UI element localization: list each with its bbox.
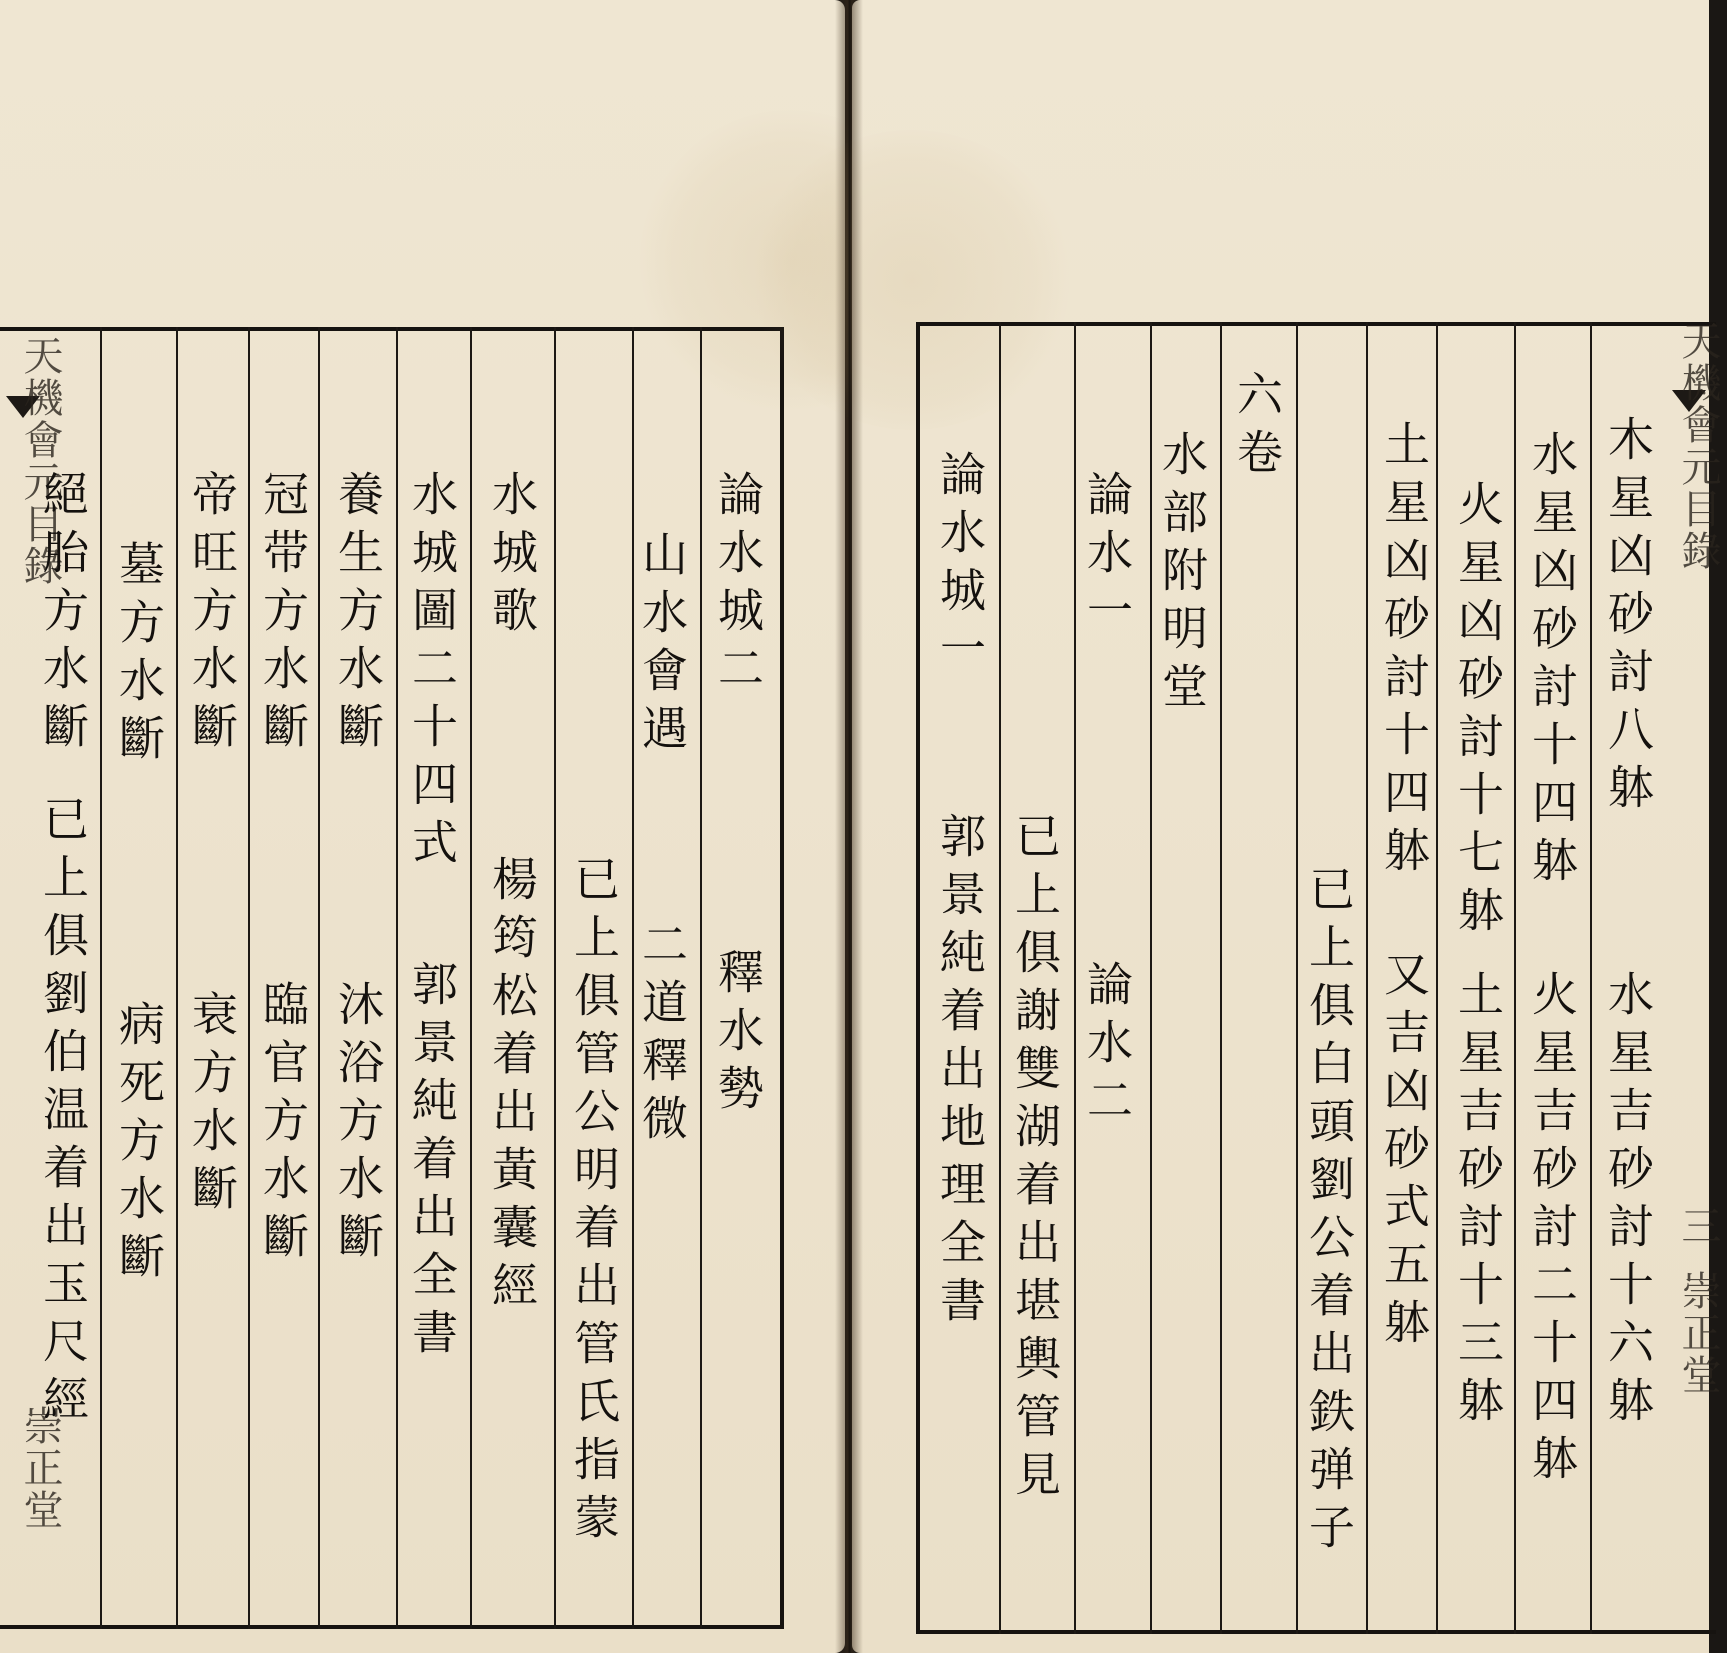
column-rule xyxy=(632,327,634,1629)
column-main-text: 養生方水斷 xyxy=(331,470,385,760)
column-main-text: 絕胎方水斷 xyxy=(36,470,90,760)
column-rule xyxy=(1220,322,1222,1634)
column-note-text: 臨官方水斷 xyxy=(256,980,310,1270)
column-main-text: 論水一 xyxy=(1080,470,1134,644)
right-margin-page-number: 三 xyxy=(1675,1205,1721,1247)
column-rule xyxy=(248,327,250,1629)
column-note-text: 論水二 xyxy=(1080,960,1134,1134)
column-note-text: 沐浴方水斷 xyxy=(331,980,385,1270)
column-main-text: 山水會遇 xyxy=(635,530,689,762)
column-rule xyxy=(100,327,102,1629)
column-note-text: 已上俱劉伯温着出玉尺經 xyxy=(36,795,90,1433)
column-rule xyxy=(176,327,178,1629)
column-main-text: 冠带方水斷 xyxy=(256,470,310,760)
right-margin-publisher: 崇正堂 xyxy=(1675,1270,1721,1396)
column-main-text: 水星凶砂討十四躰 xyxy=(1525,430,1579,894)
column-main-text: 帝旺方水斷 xyxy=(185,470,239,760)
left-page xyxy=(0,0,845,1653)
column-rule xyxy=(1150,322,1152,1634)
right-margin-title: 天機會元目錄 xyxy=(1675,320,1721,572)
column-main-text: 論水城二 xyxy=(711,470,765,702)
column-rule xyxy=(396,327,398,1629)
left-margin-title: 天機會元目錄 xyxy=(17,335,63,587)
column-note-text: 郭景純着出全書 xyxy=(405,960,459,1366)
column-rule xyxy=(1590,322,1592,1634)
column-note-text: 病死方水斷 xyxy=(112,1000,166,1290)
column-note-text: 又吉凶砂式五躰 xyxy=(1377,950,1431,1356)
left-margin-publisher: 崇正堂 xyxy=(17,1405,63,1531)
column-rule xyxy=(470,327,472,1629)
right-page xyxy=(852,0,1721,1653)
column-note-text: 火星吉砂討二十四躰 xyxy=(1525,970,1579,1492)
column-rule xyxy=(1514,322,1516,1634)
column-main-text: 火星凶砂討十七躰 xyxy=(1451,480,1505,944)
column-main-text: 六卷 xyxy=(1230,370,1284,486)
column-main-text: 論水城一 xyxy=(933,450,987,682)
column-note-text: 二道釋微 xyxy=(635,920,689,1152)
column-rule xyxy=(318,327,320,1629)
column-note-text: 已上俱管公明着出管氏指蒙 xyxy=(567,855,621,1551)
column-main-text: 水城歌 xyxy=(485,470,539,644)
column-rule xyxy=(1296,322,1298,1634)
column-note-text: 衰方水斷 xyxy=(185,990,239,1222)
column-rule xyxy=(700,327,702,1629)
column-note-text: 土星吉砂討十三躰 xyxy=(1451,970,1505,1434)
column-note-text: 郭景純着出地理全書 xyxy=(933,812,987,1334)
column-note-text: 已上俱謝雙湖着出堪輿管見 xyxy=(1008,812,1062,1508)
column-note-text: 已上俱白頭劉公着出鉄弹子 xyxy=(1302,865,1356,1561)
column-rule xyxy=(1366,322,1368,1634)
column-main-text: 墓方水斷 xyxy=(112,540,166,772)
column-rule xyxy=(554,327,556,1629)
column-main-text: 木星凶砂討八躰 xyxy=(1601,415,1655,821)
column-rule xyxy=(1436,322,1438,1634)
column-note-text: 水星吉砂討十六躰 xyxy=(1601,970,1655,1434)
book-gutter xyxy=(835,0,863,1653)
column-rule xyxy=(1074,322,1076,1634)
column-rule xyxy=(999,322,1001,1634)
column-main-text: 水部附明堂 xyxy=(1155,430,1209,720)
column-note-text: 釋水勢 xyxy=(711,948,765,1122)
column-main-text: 土星凶砂討十四躰 xyxy=(1377,420,1431,884)
column-note-text: 楊筠松着出黃囊經 xyxy=(485,855,539,1319)
column-main-text: 水城圖二十四式 xyxy=(405,470,459,876)
